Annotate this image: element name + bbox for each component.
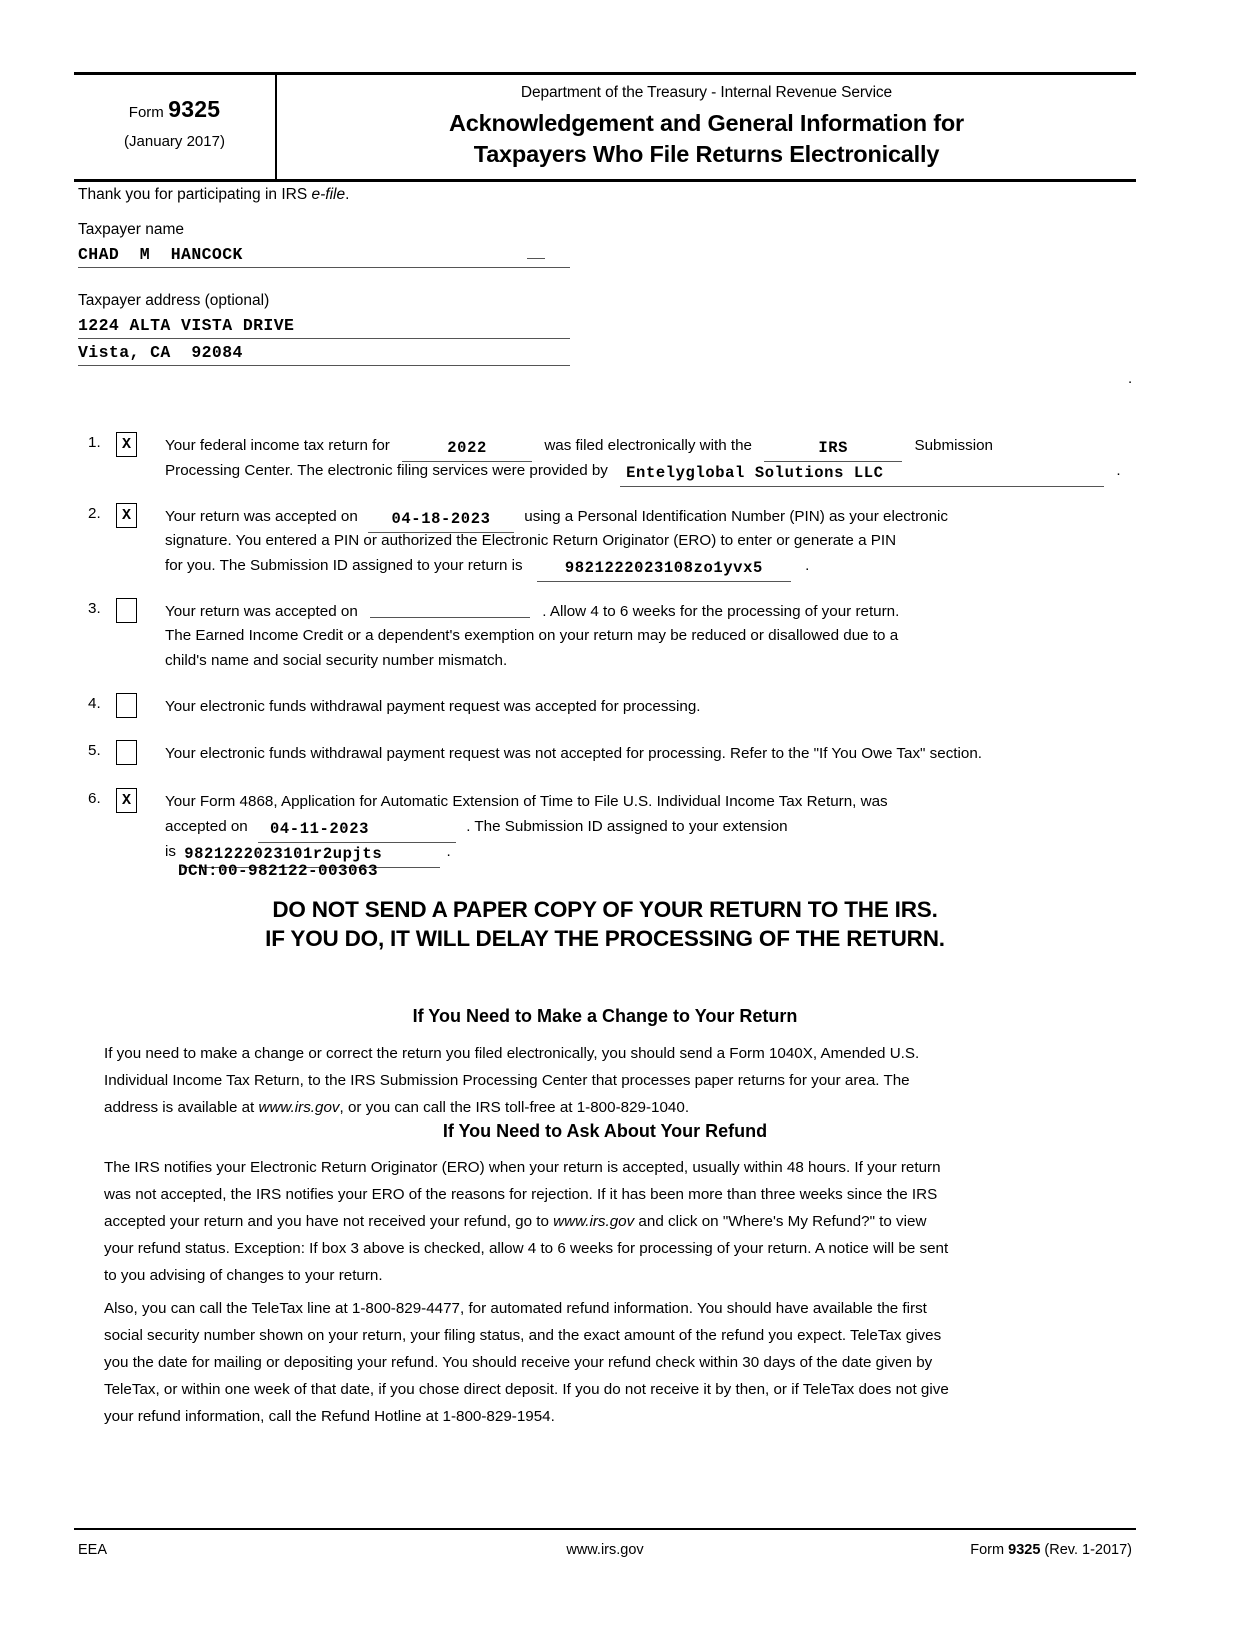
footer-left-code: EEA: [78, 1542, 108, 1558]
form-number: 9325: [168, 96, 221, 122]
form-word-label: Form: [128, 104, 164, 121]
section-refund-paragraph-1: [104, 1154, 949, 1289]
item-3-text-a: Your return was accepted on: [165, 603, 358, 620]
thanks-suffix: .: [345, 186, 350, 203]
form-title-line-2: Taxpayers Who File Returns Electronically: [473, 140, 940, 167]
name-field-tick: [527, 258, 545, 259]
item-3-text-d: child's name and social security number mismatch.: [165, 652, 508, 669]
section-change-text-a: If you need to make a change or correct the return you filed electronically, you should send a Form 1040X, Amended U.S. Individual Income Tax Return, to the IRS Submission Processing Center that processes paper returns for your area. The address is available at: [104, 1045, 920, 1116]
item-1-text-b: was filed electronically with the: [544, 437, 752, 454]
item-2-period: .: [805, 557, 810, 574]
item-4-checkbox[interactable]: [116, 693, 137, 718]
item-2-text-d: for you. The Submission ID assigned to your return is: [165, 557, 523, 574]
item-1-checkbox[interactable]: [116, 432, 137, 457]
irs-gov-link-2[interactable]: www.irs.gov: [553, 1213, 635, 1230]
ero-name-field[interactable]: Entelyglobal Solutions LLC: [620, 462, 1104, 487]
item-1-check-mark: X: [121, 436, 131, 453]
item-2-text-b: using a Personal Identification Number (PIN) as your electronic: [524, 508, 949, 525]
footer-divider: [74, 1528, 1136, 1530]
item-1-text-d: Processing Center. The electronic filing services were provided by: [165, 462, 608, 479]
taxpayer-address-label: Taxpayer address (optional): [78, 292, 270, 309]
item-1-text-a: Your federal income tax return for: [165, 437, 390, 454]
filed-with-field[interactable]: IRS: [764, 437, 902, 462]
section-change-paragraph: [104, 1040, 949, 1121]
item-2-line-2: [165, 529, 896, 553]
footer-form-reference: [74, 1542, 1132, 1558]
taxpayer-address-line1-field[interactable]: [78, 315, 570, 339]
item-1-text-c: Submission: [914, 437, 993, 454]
taxpayer-address-line1-value: 1224 ALTA VISTA DRIVE: [78, 316, 295, 335]
item-3-line-3: [165, 649, 507, 673]
submission-id-field[interactable]: 9821222023108zo1yvx5: [537, 557, 791, 582]
item-6-text-a: Your Form 4868, Application for Automatic Extension of Time to File U.S. Individual Income Tax Return, was: [165, 793, 888, 810]
item-2-text-c: signature. You entered a PIN or authorized the Electronic Return Originator (ERO) to enter or generate a PIN: [165, 532, 897, 549]
section-refund-text-a: The IRS notifies your Electronic Return Originator (ERO) when your return is accepted, usually within 48 hours. If your return was not accepted, the IRS notifies your ERO of the reasons for rejection. If it has been more than three weeks since the IRS accepted your return and you have not received your refund, go to: [104, 1159, 941, 1230]
item-3-accepted-date-field[interactable]: [370, 617, 530, 618]
item-3-text-b: . Allow 4 to 6 weeks for the processing of your return.: [542, 603, 900, 620]
item-3-line-2: [165, 624, 898, 648]
item-5-text: Your electronic funds withdrawal payment request was not accepted for processing. Refer to the "If You Owe Tax" section.: [165, 745, 983, 762]
section-change-heading: If You Need to Make a Change to Your Return: [412, 1006, 798, 1026]
return-accepted-date-field[interactable]: 04-18-2023: [368, 508, 514, 533]
footer-website[interactable]: www.irs.gov: [566, 1542, 644, 1558]
form-header: [74, 72, 1136, 182]
item-5-number: 5.: [88, 742, 101, 759]
item-6-text-b: accepted on: [165, 818, 248, 835]
item-4-text: Your electronic funds withdrawal payment request was accepted for processing.: [165, 698, 701, 715]
item-2-line-3: [165, 554, 809, 580]
extension-submission-id-field[interactable]: 9821222023101r2upjts: [182, 843, 440, 868]
agency-line: Department of the Treasury - Internal Revenue Service: [520, 84, 893, 101]
item-4-line-1: [165, 695, 701, 719]
dcn-value: DCN:00-982122-003063: [178, 862, 379, 880]
warning-line-1: DO NOT SEND A PAPER COPY OF YOUR RETURN TO THE IRS.: [272, 897, 938, 922]
item-5-line-1: [165, 742, 982, 766]
section-refund-paragraph-2: Also, you can call the TeleTax line at 1-800-829-4477, for automated refund information. You should have available the first social security number shown on your return, your filing status, and the exact amount of the refund you expect. TeleTax gives you the date for mailing or depositing your refund. You should receive your refund check within 30 days of the date given by TeleTax, or within one week of that date, if you chose direct deposit. If you do not receive it by then, or if TeleTax does not give your refund information, call the Refund Hotline at 1-800-829-1954.: [104, 1300, 949, 1425]
footer-form-word: Form: [970, 1542, 1009, 1558]
item-6-line-1: [165, 790, 888, 814]
section-refund-heading: If You Need to Ask About Your Refund: [442, 1121, 768, 1141]
section-refund-text-b: and click on "Where's My Refund?" to view your refund status. Exception: If box 3 above is checked, allow 4 to 6 weeks for processing of your return. A notice will be sent to you advising of changes to your return.: [104, 1213, 949, 1284]
taxpayer-address-line2-field[interactable]: [78, 342, 570, 366]
irs-gov-link-1[interactable]: www.irs.gov: [258, 1099, 340, 1116]
thank-you-text: [78, 186, 349, 204]
dcn-line: [178, 862, 378, 880]
item-6-period: .: [446, 843, 451, 860]
form-title-line-1: Acknowledgement and General Information for: [449, 110, 964, 136]
item-6-checkbox[interactable]: [116, 788, 137, 813]
taxpayer-name-field[interactable]: [78, 244, 570, 268]
warning-line-2: IF YOU DO, IT WILL DELAY THE PROCESSING OF THE RETURN.: [265, 926, 945, 951]
taxpayer-name-value: CHAD M HANCOCK: [78, 245, 243, 264]
item-2-line-1: [165, 505, 948, 531]
footer-form-rev: (Rev. 1-2017): [1040, 1542, 1132, 1558]
item-1-line-2: [165, 459, 1121, 485]
efile-italic: e-file: [311, 186, 346, 203]
item-6-text-d: is: [165, 843, 176, 860]
section-change-text-b: , or you can call the IRS toll-free at 1-800-829-1040.: [339, 1099, 690, 1116]
item-4-number: 4.: [88, 695, 101, 712]
item-1-number: 1.: [88, 434, 101, 451]
item-2-number: 2.: [88, 505, 101, 522]
item-3-text-c: The Earned Income Credit or a dependent's exemption on your return may be reduced or disallowed due to a: [165, 627, 899, 644]
taxpayer-address-line2-value: Vista, CA 92084: [78, 343, 243, 362]
item-2-text-a: Your return was accepted on: [165, 508, 358, 525]
item-1-line-1: [165, 434, 993, 460]
item-1-period: .: [1116, 462, 1121, 479]
footer-form-number: 9325: [1008, 1542, 1041, 1558]
form-number-line: [84, 95, 265, 124]
form-revision-date: (January 2017): [124, 132, 225, 150]
item-3-checkbox[interactable]: [116, 598, 137, 623]
item-2-checkbox[interactable]: [116, 503, 137, 528]
form-title-block: [277, 75, 1136, 179]
item-6-check-mark: X: [121, 792, 131, 809]
item-3-line-1: [165, 600, 899, 624]
item-3-number: 3.: [88, 600, 101, 617]
taxpayer-name-label: Taxpayer name: [78, 221, 184, 238]
form-identity-block: [74, 75, 277, 179]
item-5-checkbox[interactable]: [116, 740, 137, 765]
item-6-line-2: [165, 815, 788, 841]
item-6-number: 6.: [88, 790, 101, 807]
tax-year-field[interactable]: 2022: [402, 437, 532, 462]
item-6-text-c: . The Submission ID assigned to your extension: [466, 818, 788, 835]
item-2-check-mark: X: [121, 507, 131, 524]
thanks-prefix: Thank you for participating in IRS: [78, 186, 312, 203]
extension-accepted-date-field[interactable]: 04-11-2023: [258, 818, 456, 843]
stray-period-mark: .: [1128, 370, 1133, 387]
